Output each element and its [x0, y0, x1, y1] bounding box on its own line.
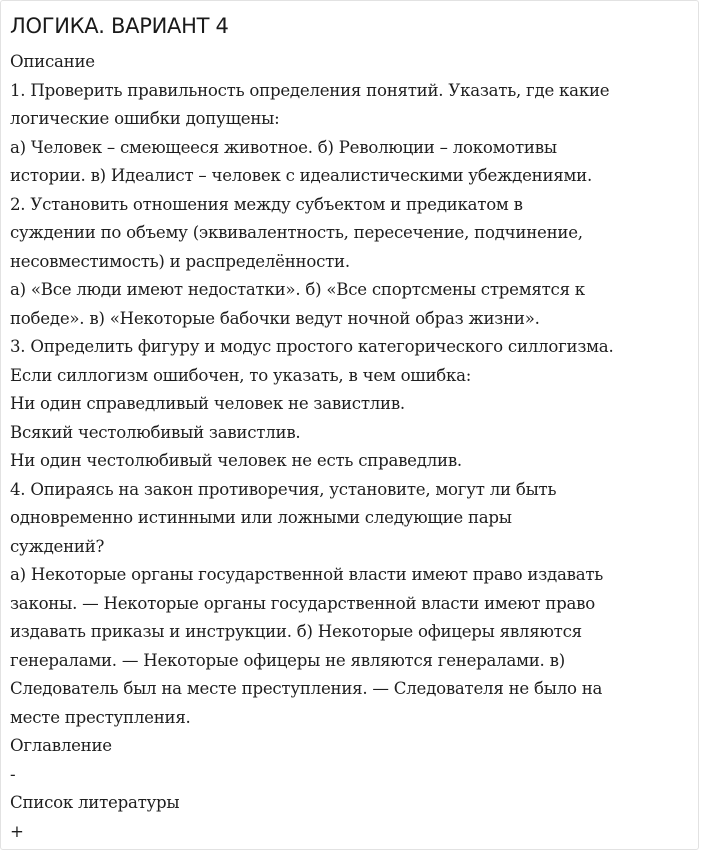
task-2-line-4: а) «Все люди имеют недостатки». б) «Все спортсмены стремятся к	[10, 280, 585, 299]
document-content	[1, 1, 698, 846]
task-4-line-8: Следователь был на месте преступления. — Следователя не было на	[10, 679, 603, 698]
task-3-line-2: Если силлогизм ошибочен, то указать, в чем ошибка:	[10, 365, 472, 385]
task-4-line-4: а) Некоторые органы государственной власти имеют право издавать	[10, 565, 604, 584]
task-3-premise-2: Всякий честолюбивый завистлив.	[10, 422, 301, 442]
task-3-conclusion: Ни один честолюбивый человек не есть справедлив.	[10, 451, 462, 470]
task-4-line-1: 4. Опираясь на закон противоречия, установите, могут ли быть	[10, 479, 557, 499]
section-heading-references: Список литературы	[10, 793, 180, 812]
task-4-line-7: генералами. — Некоторые офицеры не являются генералами. в)	[10, 650, 565, 670]
section-heading-description: Описание	[10, 52, 95, 71]
task-4-line-5: законы. — Некоторые органы государственной власти имеют право	[10, 593, 595, 613]
document-body	[10, 48, 689, 846]
document-title: ЛОГИКА. ВАРИАНТ 4	[10, 14, 229, 38]
task-1-line-3: а) Человек – смеющееся животное. б) Революции – локомотивы	[10, 137, 557, 157]
section-heading-contents: Оглавление	[10, 736, 112, 755]
task-4-line-6: издавать приказы и инструкции. б) Некоторые офицеры являются	[10, 622, 582, 641]
task-1-line-2: логические ошибки допущены:	[10, 109, 280, 128]
contents-marker: -	[10, 764, 16, 784]
task-1-line-4: истории. в) Идеалист – человек с идеалистическими убеждениями.	[10, 166, 593, 185]
task-4-line-9: месте преступления.	[10, 707, 191, 727]
task-3-premise-1: Ни один справедливый человек не завистлив.	[10, 394, 405, 413]
task-2-line-2: суждении по объему (эквивалентность, пересечение, подчинение,	[10, 223, 583, 242]
references-marker: +	[10, 821, 24, 841]
task-4-line-2: одновременно истинными или ложными следующие пары	[10, 508, 512, 527]
task-4-line-3: суждений?	[10, 536, 105, 556]
task-3-line-1: 3. Определить фигуру и модус простого категорического силлогизма.	[10, 337, 614, 356]
task-2-line-5: победе». в) «Некоторые бабочки ведут ночной образ жизни».	[10, 308, 540, 328]
task-2-line-1: 2. Установить отношения между субъектом и предикатом в	[10, 194, 523, 214]
task-2-line-3: несовместимость) и распределённости.	[10, 251, 350, 271]
task-1-line-1: 1. Проверить правильность определения понятий. Указать, где какие	[10, 80, 610, 100]
